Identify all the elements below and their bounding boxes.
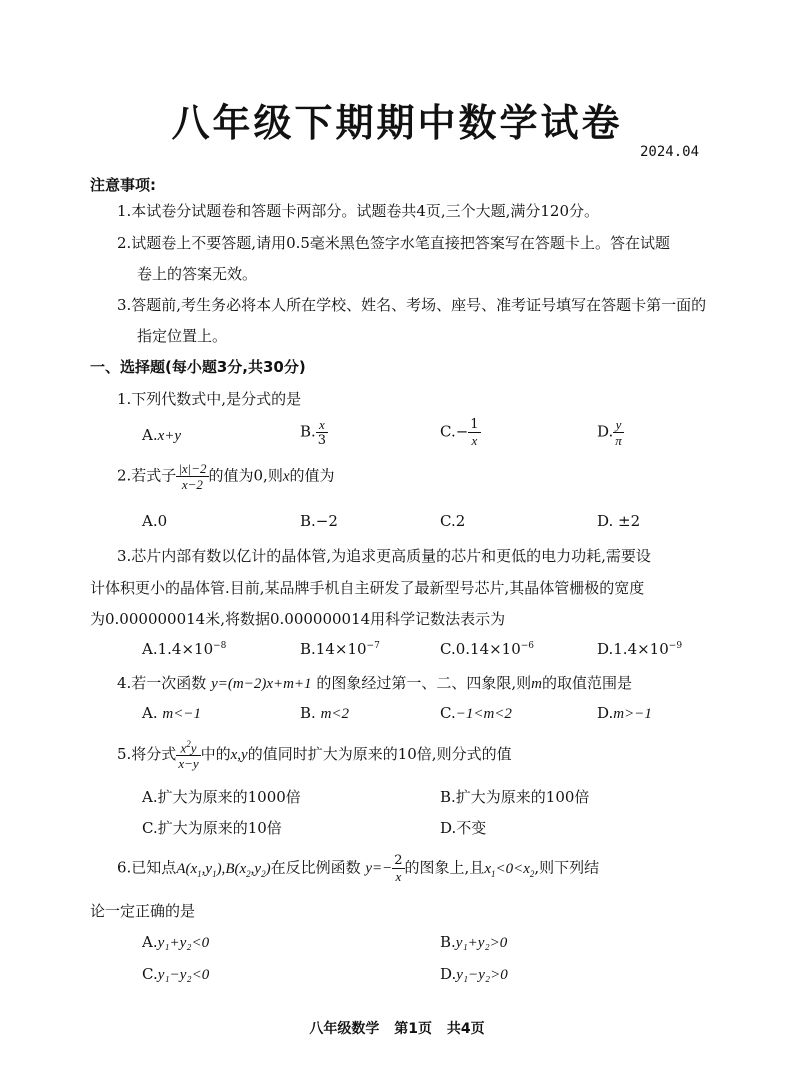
notes-heading: 注意事项:	[90, 176, 156, 194]
q5-fraction: $\frac{x^2y}{x-y}$	[178, 739, 199, 772]
section-heading: 一、选择题(每小题3分,共30分)	[90, 358, 306, 376]
footer-page: 第1页	[394, 1021, 432, 1037]
q4-option-c: C.−1<m<2	[440, 704, 512, 722]
note-line-5: 指定位置上。	[137, 327, 228, 345]
exam-title: 八年级下期期中数学试卷	[171, 101, 623, 145]
q3-line-3: 为0.000000014米,将数据0.000000014用科学记数法表示为	[90, 610, 506, 628]
note-line-4: 3.答题前,考生务必将本人所在学校、姓名、考场、座号、准考证号填写在答题卡第一面的	[117, 296, 707, 314]
footer-subject: 八年级数学	[309, 1021, 380, 1037]
q4-option-b: B. m<2	[300, 704, 350, 722]
q6-line-2: 论一定正确的是	[90, 902, 196, 920]
q4-option-a: A. m<−1	[142, 704, 201, 722]
q2-fraction: $\frac{|x|-2}{x-2}$	[178, 461, 207, 492]
q6-stem: 6.已知点$A(x_1,y_1),B(x_2,y_2)$在反比例函数 y=− $\frac{2}{x}$ 的图象上,且$x_1<0<x_2$,则下列结	[117, 853, 600, 884]
q1-stem: 1.下列代数式中,是分式的是	[117, 390, 302, 408]
q4-stem: 4.若一次函数 y=(m−2)x+m+1 的图象经过第一、二、四象限,则m的取值范围是	[117, 674, 632, 692]
note-line-1: 1.本试卷分试题卷和答题卡两部分。试题卷共4页,三个大题,满分120分。	[117, 202, 600, 220]
q5-stem: 5.将分式 $\frac{x^2y}{x-y}$ 中的x,y的值同时扩大为原来的10倍,则分式的值	[117, 739, 512, 772]
q1-option-c: C.− $\frac{1}{x}$	[440, 417, 479, 448]
exam-date: 2024.04	[640, 144, 700, 160]
q3-option-c: $C.0.14\times 10^{-6}$	[440, 640, 535, 658]
q2-stem: 2.若式子 $\frac{|x|-2}{x-2}$ 的值为0,则x的值为	[117, 461, 335, 492]
q6-option-b: B.y₁+y₂>0	[440, 933, 508, 951]
page-footer	[0, 1018, 794, 1038]
q5-option-a: A.扩大为原来的1000倍	[142, 788, 301, 806]
q3-line-2: 计体积更小的晶体管.目前,某品牌手机自主研发了最新型号芯片,其晶体管栅极的宽度	[90, 579, 645, 597]
q3-option-a: $A.1.4\times 10^{-8}$	[142, 640, 227, 658]
q2-option-c: C.2	[440, 512, 466, 530]
q3-option-d: $D.1.4\times 10^{-9}$	[597, 640, 683, 658]
q6-fraction: $\frac{2}{x}$	[394, 853, 403, 884]
q6-option-a: A.y₁+y₂<0	[142, 933, 210, 951]
q2-option-a: A.0	[142, 512, 168, 530]
q1-b-fraction: $\frac{x}{3}$	[317, 417, 327, 448]
q5-option-c: C.扩大为原来的10倍	[142, 819, 282, 837]
footer-total: 共4页	[446, 1021, 485, 1037]
q2-option-b: B.−2	[300, 512, 338, 530]
q1-option-a: A.x+y	[142, 426, 182, 444]
q5-option-d: D.不变	[440, 819, 487, 837]
q3-option-b: $B.14\times 10^{-7}$	[300, 640, 380, 658]
q4-option-d: D.m>−1	[597, 704, 652, 722]
q1-c-fraction: $\frac{1}{x}$	[470, 417, 479, 448]
note-line-3: 卷上的答案无效。	[137, 265, 258, 283]
q3-line-1: 3.芯片内部有数以亿计的晶体管,为追求更高质量的芯片和更低的电力功耗,需要设	[117, 547, 651, 565]
q6-option-c: C.y₁−y₂<0	[142, 965, 210, 983]
note-line-2: 2.试题卷上不要答题,请用0.5毫米黑色签字水笔直接把答案写在答题卡上。答在试题	[117, 234, 670, 252]
q5-option-b: B.扩大为原来的100倍	[440, 788, 590, 806]
q1-option-d: D. $\frac{y}{\pi}$	[597, 417, 622, 448]
q6-option-d: D.y₁−y₂>0	[440, 965, 508, 983]
q1-option-b: B. $\frac{x}{3}$	[300, 417, 327, 448]
q1-d-fraction: $\frac{y}{\pi}$	[615, 417, 622, 448]
q2-option-d: D. ±2	[597, 512, 641, 530]
